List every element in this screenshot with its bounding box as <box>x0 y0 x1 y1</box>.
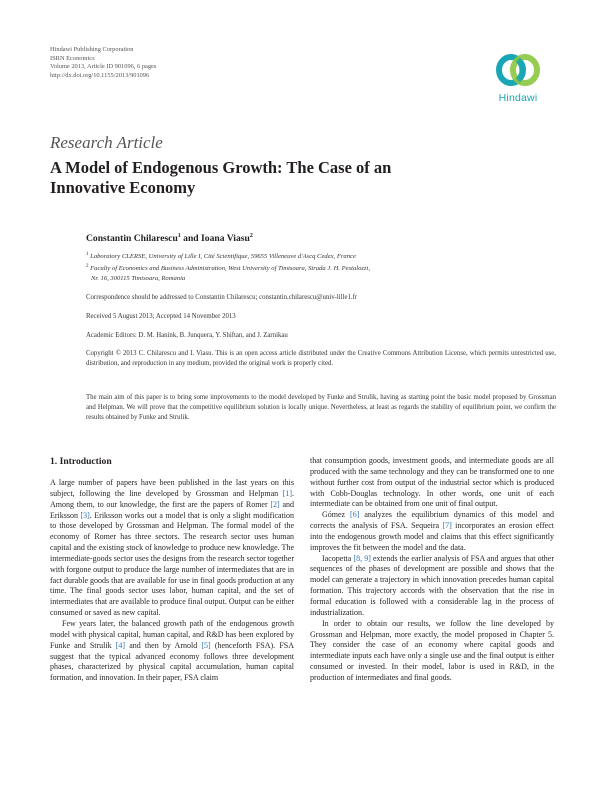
article-title: A Model of Endogenous Growth: The Case of an Innovative Economy <box>50 158 392 197</box>
citation-link[interactable]: [5] <box>201 640 211 650</box>
citation-link[interactable]: [4] <box>115 640 126 650</box>
hindawi-logo-word: Hindawi <box>498 92 538 104</box>
paragraph: Gómez [6] analyzes the equilibrium dynamics of this model and corrects the analysis of FSA. Sequeira [7] incorporates an erosion effect into the endogenous growth model and claims that this effect significantly improves the fit between the model and the data. <box>310 510 554 552</box>
publisher-name: Hindawi Publishing Corporation <box>50 46 134 53</box>
affiliation-number: 1 <box>86 252 89 257</box>
author-separator: and <box>180 233 202 245</box>
affiliation-item <box>86 262 566 274</box>
affiliation-marker: 2 <box>249 233 253 239</box>
citation-link[interactable]: [8, 9] <box>353 553 371 563</box>
affiliation-number: 2 <box>86 264 89 270</box>
affiliation-continuation: Nr. 16, 300115 Timisoara, Romania <box>91 275 186 283</box>
affiliations <box>86 250 566 284</box>
copyright-notice: Copyright © 2013 C. Chilarescu and I. Viasu. This is an open access article distributed under the Creative Commons Attribution License, which permits unrestricted use, distribution, and reproduction in any medium, provided the original work is properly cited. <box>86 350 556 367</box>
affiliation-marker: 1 <box>177 233 181 239</box>
left-column <box>50 456 294 684</box>
paragraph: In order to obtain our results, we follow the line developed by Grossman and Helpman, more exactly, the model proposed in Chapter 5. They consider the case of an economy where capital goods and intermediate inputs each have only a single use and the final output is either consumed or invested. In their model, labor is used in R&D, in the production of intermediates and final goods. <box>310 618 554 682</box>
volume-info: Volume 2013, Article ID 901096, 6 pages <box>50 63 157 71</box>
author-line <box>86 233 253 244</box>
citation-link[interactable]: [2] <box>270 499 280 509</box>
hindawi-logo <box>494 49 542 105</box>
paragraph: A large number of papers have been published in the last years on this subject, following the line developed by Grossman and Helpman [1]. Among them, to our knowledge, the first are the papers of Romer [2] and Eriksson [3]. Eriksson works out a model that is only a slight modification to those developed by Grossman and Helpman. The formal model of the economy of Romer has three sectors. The research sector uses human capital and the existing stock of knowledge to produce new knowledge. The intermediate-goods sector uses the designs from the research sector together with forgone output to produce the large number of intermediates that are in fact durable goods that are available for use in final goods production at any time. The final goods sector uses labor, human capital, and the set of intermediates that are available to produce final output. Output can be either consumed or saved as new capital. <box>50 478 294 618</box>
paragraph: that consumption goods, investment goods, and intermediate goods are all produced with the same technology and they can be transformed one to one without further cost from output of the industrial sector which is produced with Cobb-Douglas technology. In other words, one unit of each intermediate can be obtained from one unit of final output. <box>310 456 554 509</box>
hindawi-logo-icon <box>494 49 542 91</box>
author-name: Constantin Chilarescu <box>86 233 178 245</box>
citation-link[interactable]: [6] <box>350 510 360 520</box>
citation-link[interactable]: [3] <box>80 510 90 520</box>
citation-link[interactable]: [7] <box>442 521 452 531</box>
doi-link[interactable]: http://dx.doi.org/10.1155/2013/901096 <box>50 71 150 79</box>
affiliation-text: Faculty of Economics and Business Administration, West University of Timisoara, Strada J. H. Pestalozzi, <box>90 265 371 273</box>
affiliation-item <box>86 250 566 262</box>
author-name: Ioana Viasu <box>201 233 250 245</box>
right-column <box>310 456 554 684</box>
correspondence-line: Correspondence should be addressed to Constantin Chilarescu; constantin.chilarescu@univ-lille1.fr <box>86 294 358 301</box>
article-type: Research Article <box>50 133 163 152</box>
affiliation-text: Laboratory CLERSE, University of Lille I, Cité Scientifique, 59655 Villeneuve d'Ascq Cedex, France <box>90 253 356 261</box>
abstract: The main aim of this paper is to bring some improvements to the model developed by Funke and Strulik, having as starting point the basic model proposed by Grossman and Helpman. We will prove that the competitive equilibrium solution is locally unique. Nevertheless, at least as regards the stability of equilibrium point, we confirm the results obtained by Funke and Strulik. <box>86 394 556 421</box>
section-heading: 1. Introduction <box>50 456 112 467</box>
journal-header <box>50 46 156 80</box>
journal-name: ISRN Economics <box>50 54 95 62</box>
paragraph: Few years later, the balanced growth path of the endogenous growth model with physical capital, human capital, and R&D has been explored by Funke and Strulik [4] and then by Arnold [5] (henceforth FSA). FSA suggest that the typical advanced economy follows three development phases, characterized by physical capital accumulation, human capital formation, and innovation. In their paper, FSA claim <box>50 618 294 683</box>
citation-link[interactable]: [1] <box>282 488 292 498</box>
paragraph: Iacopetta [8, 9] extends the earlier analysis of FSA and argues that other sequences of the phases of development are possible and shows that the model can generate a trajectory in which innovation precedes human capital formation. This trajectory accords with the observation that the rise in formal education is followed with a considerable lag in the process of industrialization. <box>310 553 555 617</box>
academic-editors: Academic Editors: D. M. Hanink, B. Junquera, Y. Shiftan, and J. Zarnikau <box>86 332 288 339</box>
received-dates: Received 5 August 2013; Accepted 14 November 2013 <box>86 313 236 320</box>
